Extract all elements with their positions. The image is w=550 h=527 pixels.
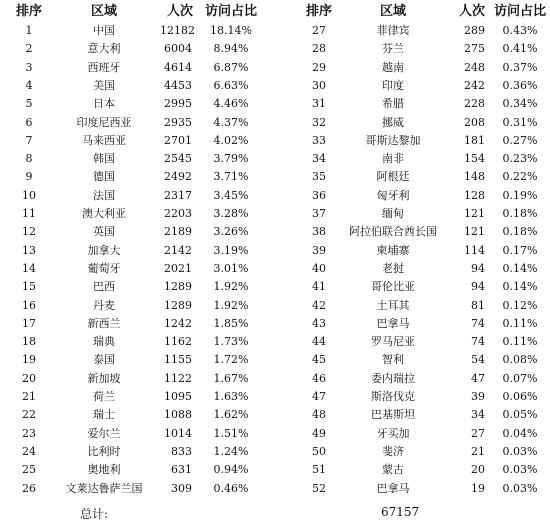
visits-cell: 12182: [160, 24, 195, 37]
share-cell: 0.19%: [502, 188, 538, 202]
share-cell: 0.46%: [213, 481, 249, 495]
visits-cell: 248: [464, 60, 485, 74]
table-row: [0, 480, 550, 498]
header-rank: 排序: [305, 4, 332, 19]
table-row: [0, 260, 550, 278]
table-row: [0, 187, 550, 205]
share-cell: 0.11%: [502, 316, 538, 330]
visits-cell: 47: [471, 371, 485, 385]
visits-cell: 81: [471, 298, 485, 312]
table-row: [0, 242, 550, 260]
rank-cell: 46: [312, 371, 326, 385]
region-cell: 新西兰: [87, 316, 121, 330]
share-cell: 0.41%: [502, 42, 538, 56]
table-row: [0, 461, 550, 479]
share-cell: 3.26%: [213, 225, 249, 239]
share-cell: 0.03%: [502, 481, 538, 495]
visits-cell: 1088: [164, 408, 192, 422]
rank-cell: 15: [22, 280, 36, 294]
region-cell: 丹麦: [93, 298, 115, 312]
rank-cell: 21: [22, 390, 36, 403]
rank-cell: 50: [312, 444, 326, 458]
rank-cell: 26: [22, 481, 36, 495]
share-cell: 4.37%: [213, 115, 249, 129]
region-cell: 匈牙利: [376, 188, 410, 202]
rank-cell: 12: [22, 225, 36, 239]
visits-cell: 228: [464, 97, 485, 111]
visits-cell: 2995: [164, 97, 192, 111]
rank-cell: 19: [22, 353, 36, 367]
rank-cell: 33: [312, 133, 326, 147]
rank-cell: 1: [25, 24, 33, 37]
share-cell: 0.34%: [502, 97, 538, 111]
visits-cell: 4453: [164, 78, 192, 92]
share-cell: 0.22%: [502, 170, 538, 184]
region-cell: 土耳其: [376, 298, 410, 312]
share-cell: 1.92%: [213, 280, 249, 294]
rank-cell: 25: [22, 463, 36, 477]
share-cell: 0.05%: [502, 408, 538, 422]
visits-cell: 275: [464, 42, 485, 56]
region-cell: 哥伦比亚: [371, 280, 415, 294]
region-cell: 葡萄牙: [87, 261, 121, 275]
table-row: [0, 333, 550, 351]
region-cell: 印度: [382, 78, 404, 92]
visits-cell: 1289: [164, 298, 192, 312]
table-row: [0, 114, 550, 132]
visits-cell: 21: [471, 444, 485, 458]
share-cell: 0.07%: [502, 371, 538, 385]
region-cell: 瑞士: [93, 408, 115, 422]
share-cell: 1.85%: [213, 316, 249, 330]
header-region: 区域: [379, 4, 406, 19]
rank-cell: 48: [312, 408, 326, 422]
share-cell: 0.03%: [502, 444, 538, 458]
visits-cell: 121: [464, 225, 485, 239]
rank-cell: 2: [25, 42, 33, 56]
visits-cell: 1095: [164, 390, 192, 403]
visits-cell: 20: [471, 463, 485, 477]
rank-cell: 7: [25, 133, 33, 147]
share-cell: 0.06%: [502, 390, 538, 403]
share-cell: 0.94%: [213, 463, 249, 477]
table-header-row: [0, 3, 550, 21]
visits-cell: 1162: [164, 335, 192, 349]
rank-cell: 13: [22, 243, 36, 257]
rank-cell: 45: [312, 353, 326, 367]
region-cell: 奥地利: [87, 463, 121, 477]
rank-cell: 8: [25, 152, 33, 166]
rank-cell: 51: [312, 463, 326, 477]
rank-cell: 47: [312, 390, 326, 403]
region-cell: 巴拿马: [376, 481, 410, 495]
rank-cell: 35: [312, 170, 326, 184]
rank-cell: 32: [312, 115, 326, 129]
rank-cell: 24: [22, 444, 36, 458]
rank-cell: 34: [312, 152, 326, 166]
share-cell: 3.71%: [213, 170, 249, 184]
table-row: [0, 425, 550, 443]
visits-cell: 94: [471, 261, 485, 275]
visits-cell: 2203: [164, 207, 192, 220]
region-cell: 哥斯达黎加: [365, 133, 421, 147]
header-share: 访问占比: [494, 4, 547, 19]
region-cell: 日本: [93, 97, 115, 111]
rank-cell: 16: [22, 298, 36, 312]
share-cell: 4.46%: [213, 97, 249, 111]
rank-cell: 39: [312, 243, 326, 257]
share-cell: 3.79%: [213, 152, 249, 166]
region-cell: 文莱达鲁萨兰国: [65, 481, 143, 495]
region-cell: 马来西亚: [82, 133, 126, 147]
share-cell: 3.45%: [213, 188, 249, 202]
visits-cell: 181: [464, 133, 485, 147]
rank-cell: 11: [22, 207, 36, 220]
visits-cell: 242: [464, 78, 485, 92]
share-cell: 0.31%: [502, 115, 538, 129]
rank-cell: 43: [312, 316, 326, 330]
region-cell: 牙买加: [376, 426, 410, 440]
rank-cell: 40: [312, 261, 326, 275]
region-cell: 希腊: [382, 97, 404, 111]
rank-cell: 27: [312, 24, 326, 37]
region-cell: 柬埔寨: [376, 243, 410, 257]
visits-cell: 2317: [164, 188, 192, 202]
table-row: [0, 297, 550, 315]
rank-cell: 30: [312, 78, 326, 92]
rank-cell: 5: [25, 97, 33, 111]
rank-cell: 3: [25, 60, 33, 74]
region-cell: 芬兰: [382, 42, 404, 56]
region-cell: 挪威: [382, 115, 404, 129]
region-cell: 加拿大: [87, 243, 121, 257]
table-row: [0, 406, 550, 424]
region-cell: 印度尼西亚: [76, 115, 132, 129]
share-cell: 0.27%: [502, 133, 538, 147]
region-cell: 巴西: [93, 280, 115, 294]
visits-cell: 74: [471, 335, 485, 349]
rank-cell: 37: [312, 207, 326, 220]
region-cell: 比利时: [87, 444, 121, 458]
rank-cell: 38: [312, 225, 326, 239]
header-region: 区域: [90, 4, 117, 19]
region-cell: 英国: [93, 225, 115, 239]
share-cell: 0.36%: [502, 78, 538, 92]
visits-cell: 54: [471, 353, 485, 367]
region-cell: 斐济: [382, 444, 404, 458]
region-cell: 罗马尼亚: [371, 335, 415, 349]
share-cell: 1.24%: [213, 444, 249, 458]
rank-cell: 23: [22, 426, 36, 440]
rank-cell: 10: [22, 188, 36, 202]
share-cell: 0.14%: [502, 261, 538, 275]
share-cell: 0.17%: [502, 243, 538, 257]
table-row: [0, 168, 550, 186]
rank-cell: 20: [22, 371, 36, 385]
header-rank: 排序: [15, 4, 42, 19]
table-row: [0, 59, 550, 77]
visits-cell: 94: [471, 280, 485, 294]
visits-cell: 1014: [164, 426, 192, 440]
visits-cell: 2701: [164, 133, 192, 147]
rank-cell: 14: [22, 261, 36, 275]
share-cell: 0.08%: [502, 353, 538, 367]
table-row: [0, 443, 550, 461]
share-cell: 18.14%: [210, 24, 252, 37]
total-label: 总计:: [80, 507, 109, 521]
share-cell: 0.04%: [502, 426, 538, 440]
share-cell: 3.19%: [213, 243, 249, 257]
rank-cell: 9: [25, 170, 33, 184]
region-cell: 法国: [93, 188, 115, 202]
rank-cell: 17: [22, 316, 36, 330]
share-cell: 1.51%: [213, 426, 249, 440]
visits-cell: 121: [464, 207, 485, 220]
region-cell: 爱尔兰: [87, 426, 121, 440]
header-share: 访问占比: [205, 4, 258, 19]
visits-cell: 154: [464, 152, 485, 166]
rank-cell: 28: [312, 42, 326, 56]
visits-cell: 6004: [164, 42, 192, 56]
share-cell: 0.12%: [502, 298, 538, 312]
region-cell: 美国: [93, 78, 115, 92]
rank-cell: 36: [312, 188, 326, 202]
region-cell: 西班牙: [87, 60, 121, 74]
table-row: [0, 40, 550, 58]
visits-cell: 1242: [164, 316, 192, 330]
table-row: [0, 95, 550, 113]
visits-cell: 2142: [164, 243, 192, 257]
rank-cell: 31: [312, 97, 326, 111]
visits-cell: 39: [471, 390, 485, 403]
rank-cell: 22: [22, 408, 36, 422]
visits-cell: 74: [471, 316, 485, 330]
rank-cell: 42: [312, 298, 326, 312]
share-cell: 0.18%: [502, 225, 538, 239]
visits-cell: 2492: [164, 170, 192, 184]
visits-cell: 2935: [164, 115, 192, 129]
region-cell: 泰国: [93, 353, 115, 367]
visits-cell: 631: [171, 463, 192, 477]
region-cell: 巴拿马: [376, 316, 410, 330]
region-cell: 中国: [93, 24, 115, 37]
visits-cell: 114: [464, 243, 485, 257]
visits-cell: 27: [471, 426, 485, 440]
share-cell: 0.23%: [502, 152, 538, 166]
region-cell: 荷兰: [93, 390, 115, 403]
visits-cell: 1155: [164, 353, 192, 367]
share-cell: 6.87%: [213, 60, 249, 74]
region-cell: 越南: [382, 60, 404, 74]
header-visits: 人次: [458, 4, 485, 19]
visits-cell: 1289: [164, 280, 192, 294]
region-cell: 澳大利亚: [82, 207, 126, 220]
share-cell: 0.11%: [502, 335, 538, 349]
table-row: [0, 388, 550, 406]
region-cell: 委内瑞拉: [371, 371, 415, 385]
table-row: [0, 132, 550, 150]
visits-cell: 34: [471, 408, 485, 422]
region-cell: 蒙古: [382, 463, 404, 477]
visits-cell: 2189: [164, 225, 192, 239]
region-cell: 南非: [382, 152, 404, 166]
visits-cell: 128: [464, 188, 485, 202]
rank-cell: 29: [312, 60, 326, 74]
share-cell: 1.73%: [213, 335, 249, 349]
visits-cell: 2021: [164, 261, 192, 275]
share-cell: 6.63%: [213, 78, 249, 92]
table-row: [0, 278, 550, 296]
region-cell: 阿根廷: [376, 170, 410, 184]
region-cell: 智利: [382, 353, 404, 367]
region-cell: 韩国: [93, 152, 115, 166]
region-cell: 斯洛伐克: [371, 390, 415, 403]
rank-cell: 4: [25, 78, 33, 92]
rank-cell: 41: [312, 280, 326, 294]
region-cell: 菲律宾: [376, 24, 410, 37]
visits-cell: 289: [464, 24, 485, 37]
table-row: [0, 370, 550, 388]
rank-cell: 49: [312, 426, 326, 440]
rank-cell: 44: [312, 335, 326, 349]
share-cell: 0.14%: [502, 280, 538, 294]
table-row: [0, 351, 550, 369]
visits-cell: 2545: [164, 152, 192, 166]
share-cell: 8.94%: [213, 42, 249, 56]
rank-cell: 6: [25, 115, 33, 129]
visits-cell: 4614: [164, 60, 192, 74]
share-cell: 0.43%: [502, 24, 538, 37]
region-cell: 老挝: [382, 261, 404, 275]
region-cell: 缅甸: [382, 207, 404, 220]
rank-cell: 18: [22, 335, 36, 349]
share-cell: 3.28%: [213, 207, 249, 220]
region-cell: 新加坡: [87, 371, 121, 385]
share-cell: 1.67%: [213, 371, 249, 385]
table-row: [0, 150, 550, 168]
share-cell: 4.02%: [213, 133, 249, 147]
share-cell: 1.92%: [213, 298, 249, 312]
visits-cell: 148: [464, 170, 485, 184]
table-row: [0, 77, 550, 95]
region-cell: 巴基斯坦: [371, 408, 415, 422]
share-cell: 3.01%: [213, 261, 249, 275]
share-cell: 1.63%: [213, 390, 249, 403]
rank-cell: 52: [312, 481, 326, 495]
visits-cell: 19: [471, 481, 485, 495]
region-cell: 瑞典: [93, 335, 115, 349]
visits-cell: 309: [171, 481, 192, 495]
total-value: 67157: [381, 505, 420, 519]
region-cell: 阿拉伯联合酋长国: [349, 225, 437, 239]
table-row: [0, 223, 550, 241]
visits-cell: 208: [464, 115, 485, 129]
share-cell: 1.72%: [213, 353, 249, 367]
table-row: [0, 22, 550, 40]
region-cell: 意大利: [87, 42, 121, 56]
region-cell: 德国: [93, 170, 115, 184]
share-cell: 1.62%: [213, 408, 249, 422]
share-cell: 0.18%: [502, 207, 538, 220]
visits-cell: 833: [171, 444, 192, 458]
table-row: [0, 315, 550, 333]
header-visits: 人次: [166, 4, 193, 19]
share-cell: 0.37%: [502, 60, 538, 74]
visits-cell: 1122: [164, 371, 192, 385]
table-row: [0, 205, 550, 223]
share-cell: 0.03%: [502, 463, 538, 477]
